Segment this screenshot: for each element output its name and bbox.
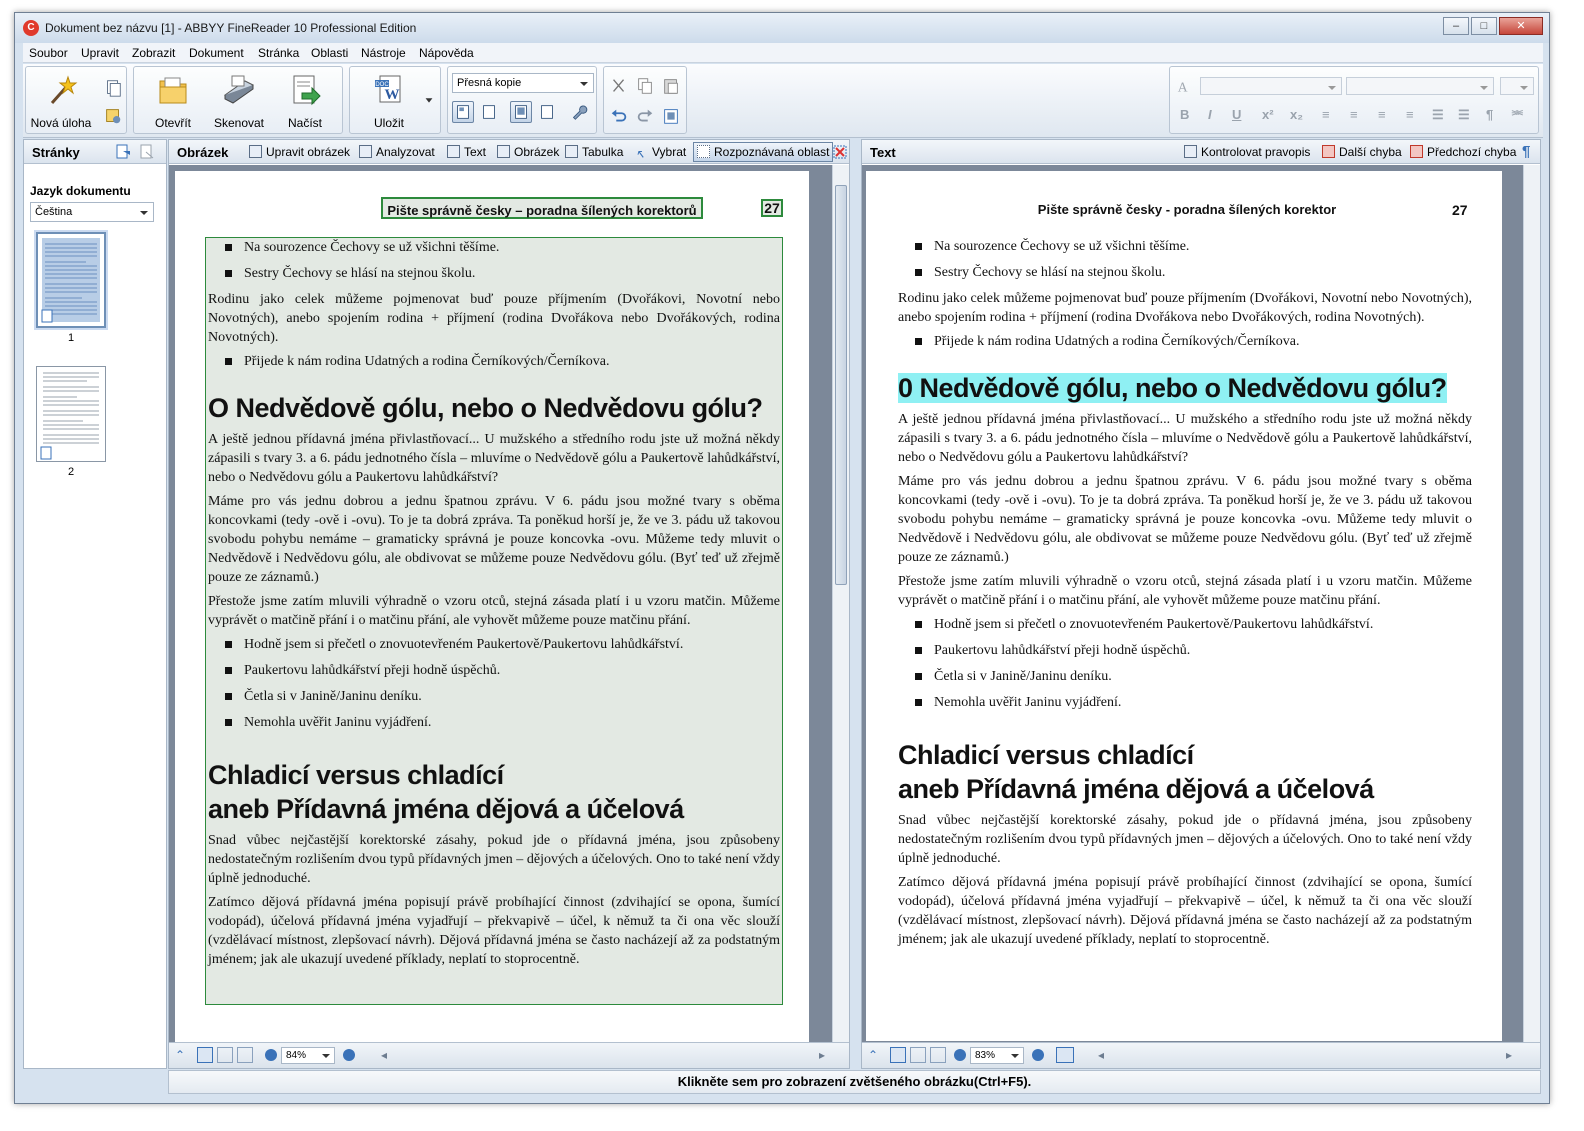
page-thumbnail-2[interactable]	[36, 366, 106, 462]
read-icon	[288, 73, 322, 107]
paragraph: Rodinu jako celek můžeme pojmenovat buď pouze příjmením (Dvořákovi, Novotní nebo Novotných), anebo spojením rodina + příjmení (rodina Dvořákova nebo Dvořákových, rodina Novotných).	[898, 291, 1472, 325]
previous-error-icon	[1410, 145, 1423, 158]
bold-icon[interactable]: B	[1180, 107, 1190, 122]
minimize-icon[interactable]: –	[1443, 17, 1469, 35]
fit-width-icon[interactable]	[217, 1047, 233, 1063]
next-error-tool[interactable]: Další chyba	[1322, 145, 1402, 159]
heading	[898, 371, 1472, 405]
fit-height-icon[interactable]	[237, 1047, 253, 1063]
page-number-1: 1	[68, 332, 75, 344]
previous-error-tool[interactable]: Předchozí chyba	[1410, 145, 1516, 159]
window-title: Dokument bez názvu [1] - ABBYY FineReader 10 Professional Edition	[45, 21, 417, 35]
image-page	[175, 171, 809, 1051]
magic-wand-icon	[44, 73, 78, 107]
align-right-icon[interactable]: ≡	[1378, 107, 1386, 122]
next-error-icon	[1322, 145, 1335, 158]
menu-napoveda[interactable]: Nápověda	[419, 46, 474, 60]
picture-area-icon	[497, 145, 510, 158]
bullet-item: Četla si v Janině/Janinu deníku.	[208, 687, 780, 706]
bullet-item: Přijede k nám rodina Udatných a rodina Černíkových/Černíkova.	[898, 332, 1472, 351]
font-style-icon[interactable]	[1174, 75, 1196, 97]
page-number-text: 27	[1452, 202, 1468, 218]
bullet-item: Hodně jsem si přečetl o znovuotevřeném Paukertově/Paukertovu lahůdkářství.	[898, 615, 1472, 634]
subscript-icon[interactable]: x₂	[1290, 107, 1304, 122]
undo-icon[interactable]	[608, 105, 630, 127]
abbyy-logo: C	[23, 20, 39, 36]
layout-group	[447, 66, 597, 134]
bullet-item: Nemohla uvěřit Janinu vyjádření.	[898, 693, 1472, 712]
heading: aneb Přídavná jména dějová a účelová	[898, 774, 1374, 804]
paragraph: Máme pro vás jednu dobrou a jednu špatnou zprávu. V 6. pádu jsou možné tvary s oběma koncovkami (tedy -ově i -ovu). To je ta dobrá zpráva. Ta poněkud horší je, že ve 3. pádu už takovou svobodu pohybu nemáme – gramaticky správná je pouze koncovka -ovu. Můžeme tedy mluvit o Nedvědově i Nedvědovu gólu, ale obdivovat se můžeme pouze Nedvědovu gólu. (Byť teď už zřejmě pouze ze záznamů.)	[898, 474, 1472, 565]
align-center-icon[interactable]: ≡	[1350, 107, 1358, 122]
picture-area-tool[interactable]: Obrázek	[497, 145, 559, 159]
heading: Chladicí versus chladící	[898, 740, 1194, 770]
text-pane-header: Text Kontrolovat pravopis Další chyba Předchozí chyba ¶	[862, 140, 1540, 164]
page-thumbnail-1[interactable]	[36, 232, 106, 328]
scroll-right-icon[interactable]: ▸	[819, 1048, 826, 1062]
title-bar	[15, 13, 1549, 43]
zoom-hint-bar[interactable]: Klikněte sem pro zobrazení zvětšeného obrázku(Ctrl+F5).	[168, 1070, 1541, 1094]
edit-image-icon	[249, 145, 262, 158]
show-formatting-icon[interactable]: ¶	[1522, 143, 1531, 160]
pages-header: Stránky	[24, 140, 166, 164]
input-group	[133, 66, 343, 134]
table-view-icon[interactable]	[1056, 1047, 1074, 1063]
options-wrench-icon[interactable]	[568, 101, 590, 123]
page-view-icon[interactable]	[197, 1047, 213, 1063]
paragraph: Zatímco dějová přídavná jména popisují právě probíhající činnost (zdvihající se opona, šumící vodopád), účelová přídavná jména vyjadřují – překvapivě – účel, k němuž ta či ona věc slouží (vzdělávací místnost, zlepšovací návrh). Dějová přídavná jména se často nacházejí až za podstatným jménem; jak ale ukazují uvedené příklady, neplatí to stoprocentně.	[898, 875, 1472, 947]
recognized-text-block[interactable]	[898, 237, 1472, 954]
text-pane	[861, 139, 1541, 1069]
font-select[interactable]	[1346, 77, 1494, 95]
heading: O Nedvědově gólu, nebo o Nedvědovu gólu?	[208, 393, 763, 423]
page-view-icon[interactable]	[890, 1047, 906, 1063]
page-header-area[interactable]	[381, 197, 703, 219]
menu-stranka[interactable]: Stránka	[258, 46, 300, 60]
zoom-out-icon[interactable]	[954, 1049, 966, 1061]
select-tool[interactable]: ↖ Vybrat	[635, 145, 687, 161]
menu-zobrazit[interactable]: Zobrazit	[132, 46, 176, 60]
paragraph-icon[interactable]: ¶	[1486, 107, 1494, 122]
edit-group	[603, 66, 687, 134]
format-group	[1169, 66, 1539, 134]
superscript-icon[interactable]: x²	[1262, 107, 1274, 122]
scan-button[interactable]: Skenovat	[204, 73, 274, 133]
table-area-tool[interactable]: Tabulka	[565, 145, 623, 159]
image-pane-scrollbar[interactable]	[832, 165, 849, 1042]
menu-oblasti[interactable]: Oblasti	[311, 46, 349, 60]
paragraph: A ještě jednou přídavná jména přivlastňovací... U mužského a středního rodu jste už možná někdy zápasili s tvary 3. a 6. pádu jednotného čísla – mluvíme o Nedvědově gólu a Paukertově lahůdkářství, nebo o Nedvědovu gólu a Paukertovu lahůdkářství?	[208, 432, 780, 485]
delete-page-icon[interactable]	[138, 143, 156, 161]
underline-icon[interactable]: U	[1232, 107, 1242, 122]
delete-area-icon[interactable]	[833, 145, 847, 159]
close-icon[interactable]: ✕	[1499, 17, 1543, 35]
document-language-label: Jazyk dokumentu	[30, 184, 131, 198]
image-zoom-select[interactable]: 84%	[281, 1047, 335, 1064]
document-language-select[interactable]: Čeština	[30, 202, 154, 222]
heading: aneb Přídavná jména dějová a účelová	[208, 794, 684, 824]
page-2-preview	[37, 367, 105, 461]
text-page	[866, 171, 1502, 1041]
paragraph: Rodinu jako celek můžeme pojmenovat buď pouze příjmením (Dvořákovi, Novotní nebo Novotných), anebo spojením rodina + příjmení (rodina Dvořákova nebo Dvořákových, rodina Novotných).	[208, 292, 780, 345]
text-area-tool[interactable]: Text	[447, 145, 486, 159]
task-list-icon[interactable]	[102, 77, 124, 99]
bullet-item: Hodně jsem si přečetl o znovuotevřeném Paukertově/Paukertovu lahůdkářství.	[208, 635, 780, 654]
task-group	[25, 66, 127, 134]
bullet-item: Na sourozence Čechovy se už všichni těšíme.	[208, 238, 780, 257]
main-toolbar	[23, 64, 1543, 138]
word-doc-icon	[372, 73, 406, 107]
recognition-area-icon	[697, 145, 710, 158]
text-block-area[interactable]	[205, 237, 783, 1005]
bullets-icon[interactable]: ☰	[1458, 107, 1470, 122]
zoom-in-icon[interactable]	[343, 1049, 355, 1061]
spellcheck-icon	[1184, 145, 1197, 158]
image-pane-bottombar	[169, 1042, 849, 1068]
save-button[interactable]: DOC W Uložit	[354, 73, 424, 133]
recognition-area-tool[interactable]: Rozpoznávaná oblast	[693, 142, 833, 162]
bullet-item: Přijede k nám rodina Udatných a rodina Černíkových/Černíkova.	[208, 352, 780, 371]
text-area-icon	[447, 145, 460, 158]
menu-dokument[interactable]: Dokument	[189, 46, 244, 60]
add-page-icon[interactable]	[114, 143, 132, 161]
bullet-item: Sestry Čechovy se hlásí na stejnou školu.	[898, 263, 1472, 282]
uncertain-char-highlight: 0 Nedvědově gólu, nebo o Nedvědovu gólu?	[898, 373, 1447, 403]
text-pane-scrollbar[interactable]	[1523, 165, 1540, 1042]
layout-view-3-icon[interactable]	[510, 101, 532, 123]
cut-icon[interactable]	[608, 75, 630, 97]
page-number-area[interactable]: 27	[761, 199, 783, 217]
page-header-text: Pište správně česky - poradna šílených korektor	[1037, 202, 1337, 217]
bullet-item: Nemohla uvěřit Janinu vyjádření.	[208, 713, 780, 732]
justify-icon[interactable]: ≡	[1406, 107, 1414, 122]
scanner-icon	[222, 73, 256, 107]
menu-bar	[23, 43, 1543, 63]
clear-format-icon[interactable]: ⎃	[1512, 107, 1523, 122]
svg-text:DOC: DOC	[375, 82, 389, 88]
svg-text:W: W	[384, 87, 400, 103]
paragraph: Přestože jsme zatím mluvili výhradně o vzoru otců, stejná zásada platí i u vzoru matčin. Můžeme vyprávět o matčině přání i o matčinu přání, ale vyhovět můžeme pouze matčinu přání.	[208, 594, 780, 628]
page-number-2: 2	[68, 466, 75, 478]
paste-icon[interactable]	[660, 75, 682, 97]
scrollbar-thumb[interactable]	[835, 185, 847, 585]
page-header-text: Pište správně česky – poradna šílených korektorů	[387, 203, 697, 218]
paragraph: Snad vůbec nejčastější korektorské zásahy, pokud jde o přídavná jména, jsou způsobeny nedostatečným rozlišením dvou typů přídavných jmen – dějových a účelových. Ono to také není vždy úplně jednoduché.	[208, 833, 780, 886]
bullet-item: Sestry Čechovy se hlásí na stejnou školu.	[208, 264, 780, 283]
folder-icon	[156, 73, 190, 107]
zoom-in-icon[interactable]	[1032, 1049, 1044, 1061]
page-1-preview	[38, 234, 104, 326]
menu-nastroje[interactable]: Nástroje	[361, 46, 406, 60]
analyze-tool[interactable]: Analyzovat	[359, 145, 435, 159]
image-pane-header: Obrázek Upravit obrázek Analyzovat Text Obrázek Tabulka ↖ Vybrat Rozpoznávaná oblast	[169, 140, 849, 164]
paragraph: Máme pro vás jednu dobrou a jednu špatnou zprávu. V 6. pádu jsou možné tvary s oběma koncovkami (tedy -ově i -ovu). To je ta dobrá zpráva. Ta poněkud horší je, že ve 3. pádu už takovou svobodu pohybu nemáme – gramaticky správná je pouze koncovka -ovu. Můžeme tedy mluvit o Nedvědově i Nedvědovu gólu, ale obdivovat se můžeme pouze Nedvědovu gólu. (Byť teď už zřejmě pouze ze záznamů.)	[208, 494, 780, 585]
menu-soubor[interactable]: Soubor	[29, 46, 68, 60]
layout-view-4-icon[interactable]	[536, 101, 558, 123]
collapse-up-icon[interactable]: ⌃	[868, 1048, 879, 1062]
image-pane	[168, 139, 850, 1069]
task-settings-icon[interactable]	[102, 105, 124, 127]
italic-icon[interactable]: I	[1208, 107, 1212, 122]
new-task-button[interactable]: Nová úloha	[28, 73, 94, 133]
paragraph: Přestože jsme zatím mluvili výhradně o vzoru otců, stejná zásada platí i u vzoru matčin. Můžeme vyprávět o matčině přání i o matčinu přání, ale vyhovět můžeme pouze matčinu přání.	[898, 574, 1472, 608]
redo-icon[interactable]	[634, 105, 656, 127]
maximize-icon[interactable]: □	[1471, 17, 1497, 35]
select-cursor-icon: ↖	[635, 147, 646, 161]
edit-image-tool[interactable]: Upravit obrázek	[249, 145, 350, 159]
app-window	[14, 12, 1550, 1104]
open-button[interactable]: Otevřít	[138, 73, 208, 133]
bullet-item: Paukertovu lahůdkářství přeji hodně úspěchů.	[898, 641, 1472, 660]
bullet-item: Četla si v Janině/Janinu deníku.	[898, 667, 1472, 686]
clipboard-icon[interactable]	[660, 105, 682, 127]
fit-height-icon[interactable]	[930, 1047, 946, 1063]
analyze-icon	[359, 145, 372, 158]
paragraph: A ještě jednou přídavná jména přivlastňovací... U mužského a středního rodu jste už možná někdy zápasili s tvary 3. a 6. pádu jednotného čísla – mluvíme o Nedvědově gólu a Paukertově lahůdkářství, nebo o Nedvědovu gólu a Paukertovu lahůdkářství?	[898, 412, 1472, 465]
scroll-left-icon[interactable]: ◂	[1098, 1048, 1105, 1062]
scroll-left-icon[interactable]: ◂	[381, 1048, 388, 1062]
bullet-item: Paukertovu lahůdkářství přeji hodně úspěchů.	[208, 661, 780, 680]
text-zoom-select[interactable]: 83%	[970, 1047, 1024, 1064]
paragraph: Zatímco dějová přídavná jména popisují právě probíhající činnost (zdvihající se opona, šumící vodopád), účelová přídavná jména vyjadřují – překvapivě – účel, k němuž ta či ona věc slouží (vzdělávací místnost, zlepšovací návrh). Dějová přídavná jména se často nacházejí až za podstatným jménem; jak ale ukazují uvedené příklady, neplatí to stoprocentně.	[208, 895, 780, 967]
table-area-icon	[565, 145, 578, 158]
collapse-up-icon[interactable]: ⌃	[175, 1048, 186, 1062]
svg-text:A: A	[1177, 79, 1188, 95]
pages-panel	[23, 139, 167, 1069]
size-select[interactable]	[1500, 77, 1534, 95]
save-group	[349, 66, 441, 134]
menu-upravit[interactable]: Upravit	[81, 46, 120, 60]
image-canvas	[169, 165, 832, 1042]
save-options-chevron-icon[interactable]	[422, 89, 436, 111]
numbering-icon[interactable]: ☰	[1432, 107, 1444, 122]
bullet-item: Na sourozence Čechovy se už všichni těšíme.	[898, 237, 1472, 256]
style-select[interactable]	[1200, 77, 1342, 95]
heading: Chladicí versus chladící	[208, 760, 504, 790]
scroll-right-icon[interactable]: ▸	[1506, 1048, 1513, 1062]
paragraph: Snad vůbec nejčastější korektorské zásahy, pokud jde o přídavná jména, jsou způsobeny nedostatečným rozlišením dvou typů přídavných jmen – dějových a účelových. Ono to také není vždy úplně jednoduché.	[898, 813, 1472, 866]
read-button[interactable]: Načíst	[270, 73, 340, 133]
copy-mode-select[interactable]: Přesná kopie	[452, 73, 594, 93]
text-canvas	[862, 165, 1523, 1042]
copy-icon[interactable]	[634, 75, 656, 97]
zoom-out-icon[interactable]	[265, 1049, 277, 1061]
text-pane-bottombar	[862, 1042, 1540, 1068]
fit-width-icon[interactable]	[910, 1047, 926, 1063]
layout-view-1-icon[interactable]	[452, 101, 474, 123]
layout-view-2-icon[interactable]	[478, 101, 500, 123]
align-left-icon[interactable]: ≡	[1322, 107, 1330, 122]
spellcheck-tool[interactable]: Kontrolovat pravopis	[1184, 145, 1310, 159]
